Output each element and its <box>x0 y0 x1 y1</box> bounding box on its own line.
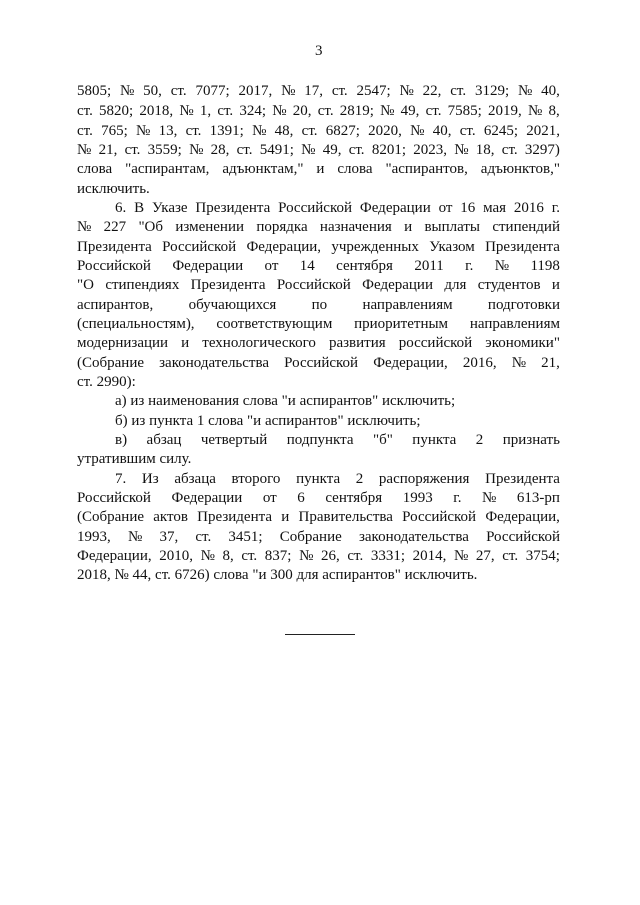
text-line: Президента Российской Федерации, учрежденных Указом Президента <box>77 239 560 255</box>
text-line: 2018, № 44, ст. 6726) слова "и 300 для аспирантов" исключить. <box>77 567 478 583</box>
text-line: 5805; № 50, ст. 7077; 2017, № 17, ст. 2547; № 22, ст. 3129; № 40, <box>77 83 560 99</box>
list-item: а) из наименования слова "и аспирантов" исключить; <box>115 393 456 409</box>
text-line: ст. 765; № 13, ст. 1391; № 48, ст. 6827; 2020, № 40, ст. 6245; 2021, <box>77 123 560 139</box>
text-line: (Собрание актов Президента и Правительства Российской Федерации, <box>77 509 560 525</box>
text-line: (Собрание законодательства Российской Федерации, 2016, № 21, <box>77 355 560 371</box>
text-line: утратившим силу. <box>77 451 192 467</box>
text-line: ст. 2990): <box>77 374 136 390</box>
text-line: 7. Из абзаца второго пункта 2 распоряжения Президента <box>115 471 560 487</box>
text-line: ст. 5820; 2018, № 1, ст. 324; № 20, ст. 2819; № 49, ст. 7585; 2019, № 8, <box>77 103 560 119</box>
text-line: 1993, № 37, ст. 3451; Собрание законодательства Российской <box>77 529 560 545</box>
text-line: Федерации, 2010, № 8, ст. 837; № 26, ст. 3331; 2014, № 27, ст. 3754; <box>77 548 560 564</box>
end-rule <box>285 634 355 635</box>
text-line: исключить. <box>77 181 150 197</box>
text-line: (специальностям), соответствующим приоритетным направлениям <box>77 316 560 332</box>
text-line: аспирантов, обучающихся по направлениям подготовки <box>77 297 560 313</box>
list-item: в) абзац четвертый подпункта "б" пункта 2 признать <box>115 432 560 448</box>
text-line: "О стипендиях Президента Российской Федерации для студентов и <box>77 277 560 293</box>
text-line: Российской Федерации от 6 сентября 1993 г. № 613-рп <box>77 490 560 506</box>
text-line: № 227 "Об изменении порядка назначения и выплаты стипендий <box>77 219 560 235</box>
list-item: б) из пункта 1 слова "и аспирантов" исключить; <box>115 413 421 429</box>
text-line: № 21, ст. 3559; № 28, ст. 5491; № 49, ст. 8201; 2023, № 18, ст. 3297) <box>77 142 560 158</box>
text-line: модернизации и технологического развития российской экономики" <box>77 335 560 351</box>
page-number: 3 <box>315 43 323 59</box>
text-line: слова "аспирантам, адъюнктам," и слова "аспирантов, адъюнктов," <box>77 161 560 177</box>
text-line: Российской Федерации от 14 сентября 2011 г. № 1198 <box>77 258 560 274</box>
text-line: 6. В Указе Президента Российской Федерации от 16 мая 2016 г. <box>115 200 560 216</box>
